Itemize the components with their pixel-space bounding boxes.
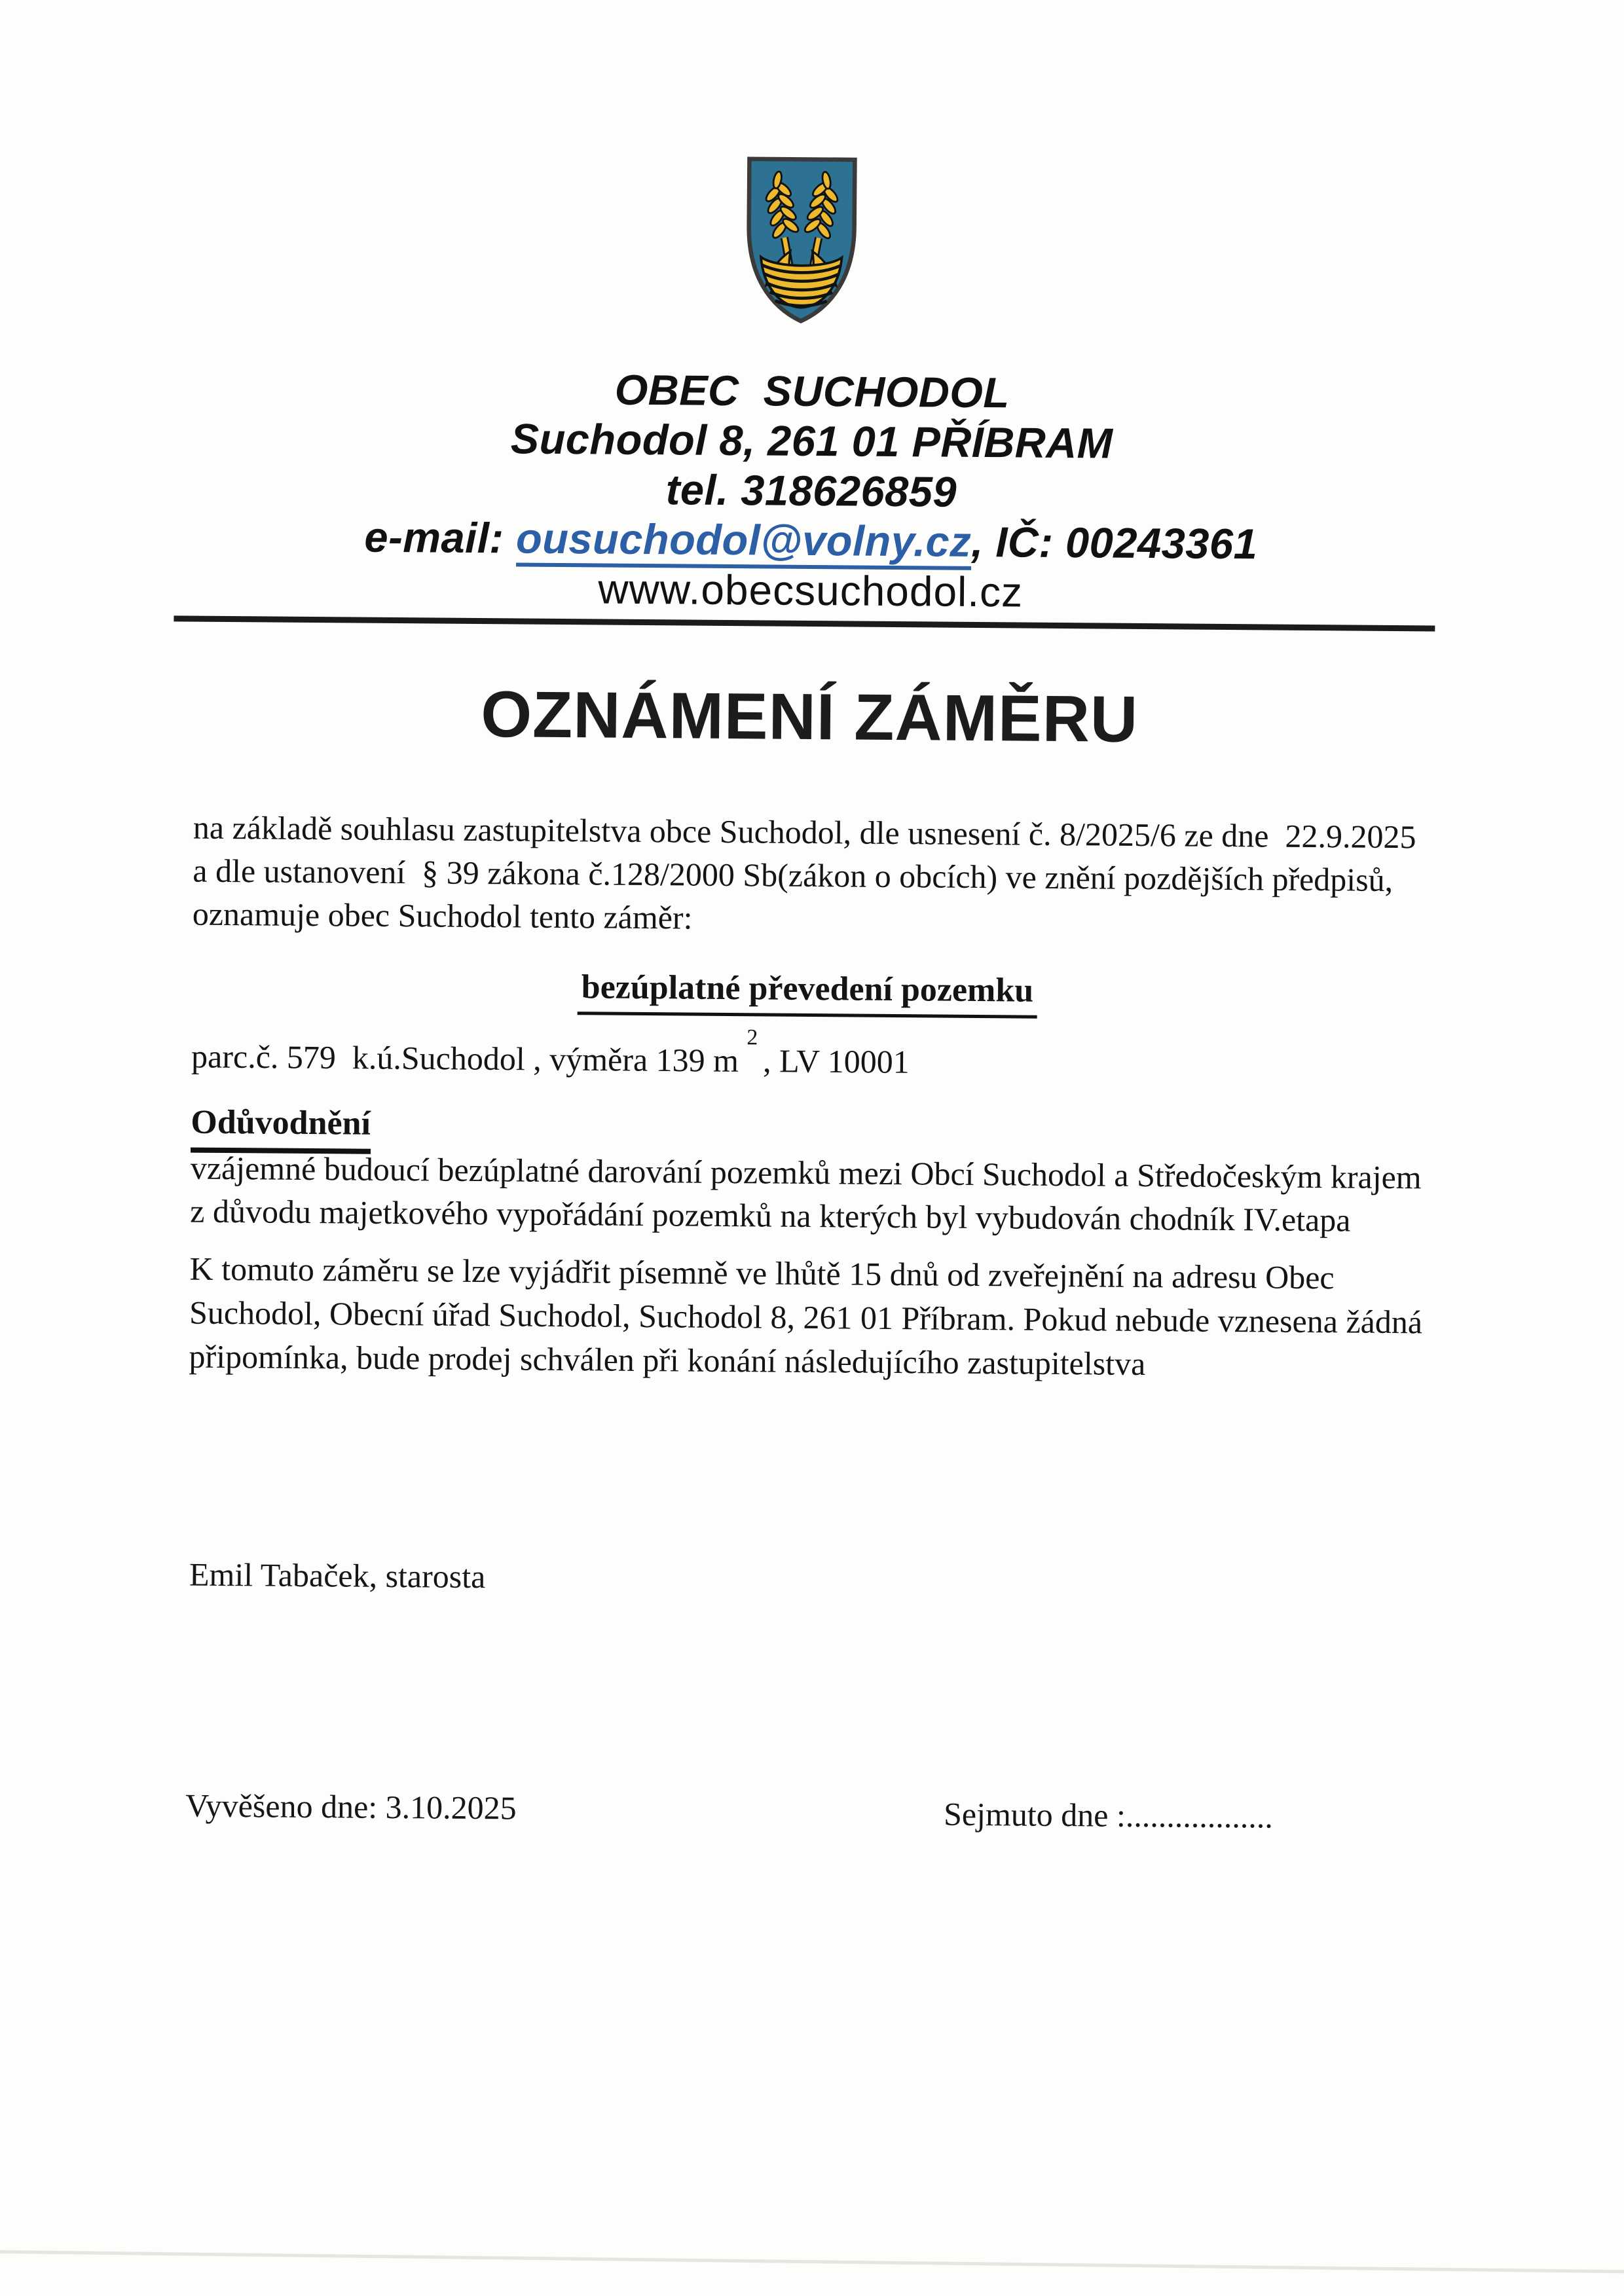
org-website: www.obecsuchodol.cz xyxy=(598,565,1024,616)
intro-line: na základě souhlasu zastupitelstva obce Suchodol, dle usnesení č. 8/2025/6 ze dne 22.9.2025 xyxy=(193,809,1416,856)
subject-heading xyxy=(0,960,1619,1023)
justification-heading-text: Odůvodnění xyxy=(191,1101,371,1154)
org-name: OBEC SUCHODOL xyxy=(614,365,1010,417)
justification-line: vzájemné budoucí bezúplatné darování pozemků mezi Obcí Suchodol a Středočeským krajem xyxy=(190,1149,1422,1196)
justification-paragraph xyxy=(190,1146,1435,1243)
square-meter-superscript: 2 xyxy=(747,1025,758,1050)
coat-of-arms-icon xyxy=(737,154,866,327)
org-phone: tel. 318626859 xyxy=(665,465,957,516)
ic-number: , IČ: 00243361 xyxy=(970,517,1258,568)
paper-edge-artifact xyxy=(0,2250,1624,2273)
parcel-info xyxy=(191,1025,910,1084)
parcel-prefix: parc.č. 579 k.ú.Suchodol , výměra 139 m xyxy=(191,1038,739,1079)
email-link[interactable]: ousuchodol@volny.cz xyxy=(516,514,972,570)
response-line: připomínka, bude prodej schválen při konání následujícího zastupitelstva xyxy=(189,1338,1146,1383)
intro-paragraph xyxy=(193,806,1437,945)
subject-text: bezúplatné převedení pozemku xyxy=(577,966,1037,1019)
posted-date: Vyvěšeno dne: 3.10.2025 xyxy=(185,1787,517,1827)
removed-date: Sejmuto dne :.................. xyxy=(943,1795,1274,1835)
page-title: OZNÁMENÍ ZÁMĚRU xyxy=(480,678,1139,756)
letterhead xyxy=(0,360,1624,621)
response-line: Suchodol, Obecní úřad Suchodol, Suchodol 8, 261 01 Příbram. Pokud nebude vznesena žádná xyxy=(189,1294,1423,1341)
intro-line: oznamuje obec Suchodol tento záměr: xyxy=(192,895,693,936)
signature-line: Emil Tabaček, starosta xyxy=(189,1556,486,1595)
response-paragraph xyxy=(189,1247,1441,1389)
parcel-suffix: , LV 10001 xyxy=(762,1042,910,1080)
email-label: e-mail: xyxy=(364,513,517,562)
org-address: Suchodol 8, 261 01 PŘÍBRAM xyxy=(510,414,1113,467)
justification-line: z důvodu majetkového vypořádání pozemků na kterých byl vybudován chodník IV.etapa xyxy=(190,1192,1351,1239)
response-line: K tomuto záměru se lze vyjádřit písemně ve lhůtě 15 dnů od zveřejnění na adresu Obec xyxy=(189,1250,1335,1296)
intro-line: a dle ustanovení § 39 zákona č.128/2000 Sb(zákon o obcích) ve znění pozdějších předpisů, xyxy=(193,852,1393,898)
